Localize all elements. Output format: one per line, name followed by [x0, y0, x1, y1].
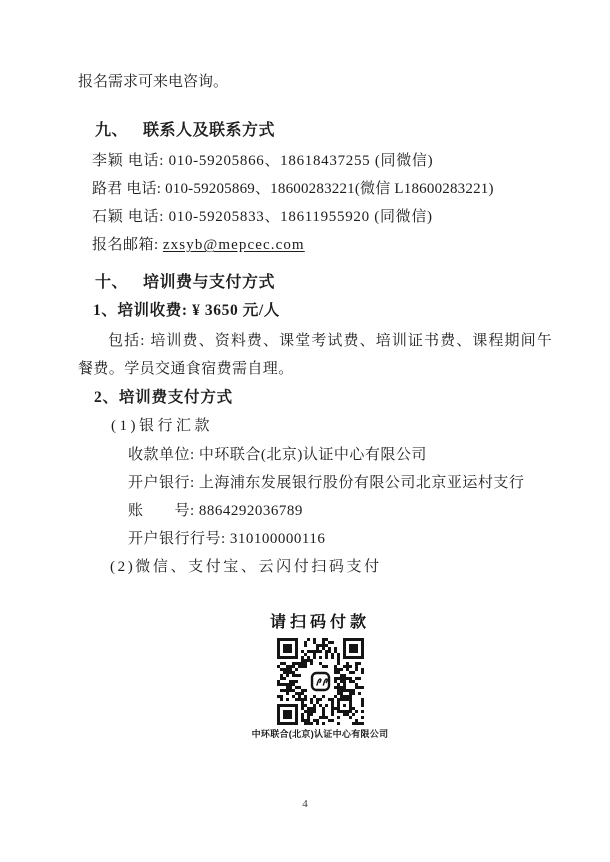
payment-method-line: 2、培训费支付方式 [94, 389, 233, 406]
bank-detail-account: 账 号: 8864292036789 [128, 503, 303, 519]
section-nine-title: 联系人及联系方式 [143, 122, 276, 139]
email-address: zxsyb@mepcec.com [162, 237, 305, 253]
bank-detail-payee: 收款单位: 中环联合(北京)认证中心有限公司 [128, 447, 427, 463]
email-line [92, 231, 540, 259]
fee-line: 1、培训收费: ¥ 3650 元/人 [93, 302, 280, 319]
fee-includes-line-1: 包括: 培训费、资料费、课堂考试费、培训证书费、课程期间午 [108, 333, 553, 349]
contact-line-liying: 李颖 电话: 010-59205866、18618437255 (同微信) [92, 153, 434, 169]
bank-detail-bank: 开户银行: 上海浦东发展银行股份有限公司北京亚运村支行 [128, 475, 525, 491]
intro-line: 报名需求可来电咨询。 [78, 74, 229, 90]
section-ten-number: 十、 [95, 274, 129, 291]
bank-transfer-line: (1)银行汇款 [111, 418, 213, 434]
qr-pay-line: (2)微信、支付宝、云闪付扫码支付 [110, 559, 382, 575]
payment-qr-code [277, 638, 364, 725]
email-label: 报名邮箱: [92, 237, 163, 253]
bank-detail-bank-code: 开户银行行号: 310100000116 [128, 531, 326, 547]
qr-payment-block [200, 609, 440, 740]
section-ten-heading [95, 269, 540, 297]
fee-includes-line-2: 餐费。学员交通食宿费需自理。 [78, 361, 294, 377]
section-nine-heading [95, 117, 540, 145]
section-ten-title: 培训费与支付方式 [143, 274, 276, 291]
page-number: 4 [302, 798, 308, 810]
contact-line-lujun: 路君 电话: 010-59205869、18600283221(微信 L18600283221) [92, 181, 494, 197]
qr-caption: 中环联合(北京)认证中心有限公司 [251, 729, 389, 739]
contact-line-shiying: 石颖 电话: 010-59205833、18611955920 (同微信) [92, 209, 433, 225]
section-nine-number: 九、 [95, 122, 129, 139]
qr-title: 请扫码付款 [269, 614, 370, 631]
